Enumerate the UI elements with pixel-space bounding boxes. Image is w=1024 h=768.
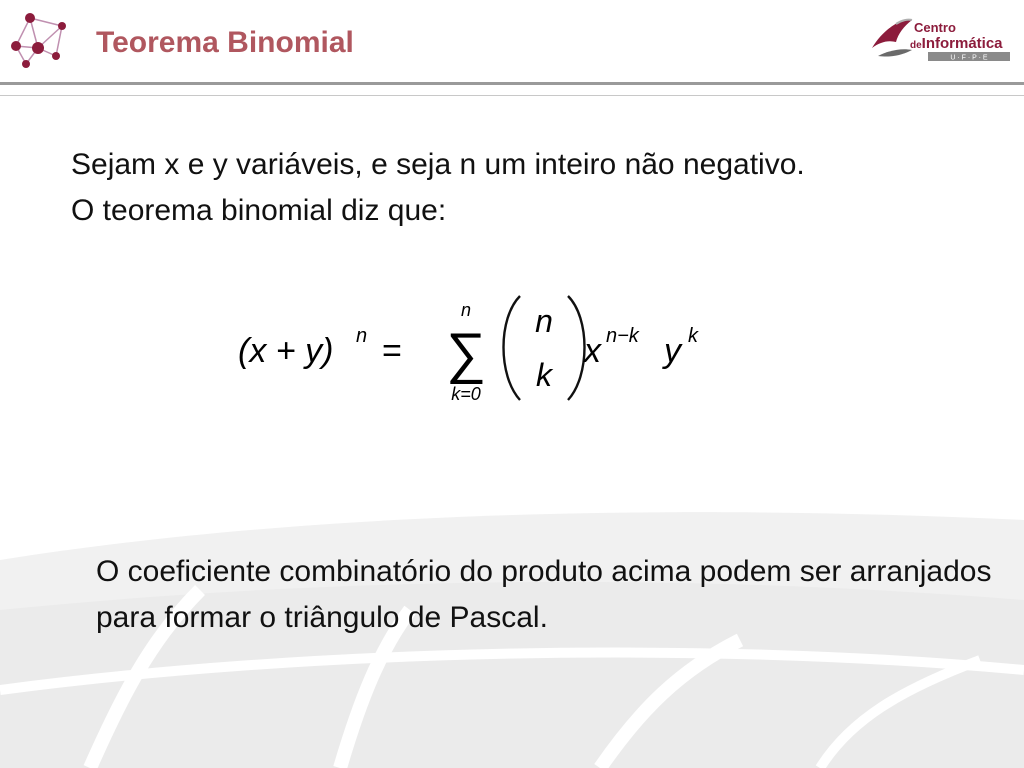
formula-lhs: (x + y)	[238, 332, 334, 370]
binom-top: n	[535, 303, 553, 339]
sum-symbol: ∑	[446, 321, 486, 384]
term-x-exponent: n−k	[606, 325, 639, 347]
svg-text:deInformática	[910, 35, 1003, 52]
pascal-paragraph: O coeficiente combinatório do produto acima podem ser arranjados para formar o triângulo de Pascal.	[96, 555, 992, 634]
term-y-exponent: k	[688, 325, 698, 347]
sum-lower-limit: k=0	[451, 384, 481, 404]
formula-lhs-exponent: n	[356, 325, 368, 347]
brand-tagline: U · F · P · E	[950, 54, 988, 62]
intro-paragraph: Sejam x e y variáveis, e seja n um inteiro não negativo. O teorema binomial diz que:	[71, 148, 805, 227]
header-divider-thin	[0, 95, 1024, 96]
brand-line2-main: Informática	[921, 35, 1003, 52]
brand-line2-prefix: de	[910, 40, 922, 51]
binomial-formula	[236, 286, 716, 412]
binom-right-paren	[568, 296, 585, 400]
network-logo-icon	[4, 8, 72, 72]
cin-logo	[868, 10, 1016, 66]
slide-title: Teorema Binomial	[96, 26, 354, 59]
binom-bottom: k	[536, 357, 552, 393]
term-x: x	[584, 332, 601, 370]
header-divider	[0, 82, 1024, 85]
sum-upper-limit: n	[460, 300, 472, 320]
formula-equals: =	[382, 332, 402, 370]
term-y: y	[664, 332, 681, 370]
brand-line1: Centro	[914, 20, 956, 35]
cin-swoosh-icon	[872, 20, 912, 48]
binom-left-paren	[504, 296, 521, 400]
